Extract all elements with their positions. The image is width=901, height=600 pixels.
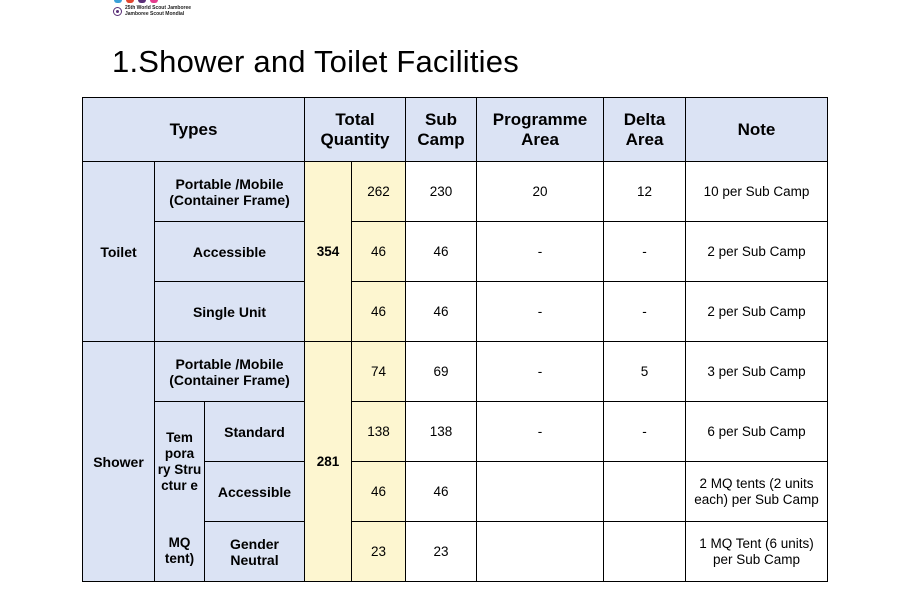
qty-cell: 46 xyxy=(352,222,406,282)
header-delta-area: Delta Area xyxy=(604,98,686,162)
table-row xyxy=(83,522,828,582)
table-row xyxy=(83,282,828,342)
temporary-structure-label: Tem pora ry Stru ctur e xyxy=(155,402,205,522)
type-cell: Single Unit xyxy=(155,282,305,342)
type-cell: Accessible xyxy=(205,462,305,522)
note-cell: 6 per Sub Camp xyxy=(686,402,828,462)
programme-cell xyxy=(477,462,604,522)
type-cell: Portable /Mobile (Container Frame) xyxy=(155,342,305,402)
delta-cell: - xyxy=(604,222,686,282)
header-types: Types xyxy=(83,98,305,162)
header-note: Note xyxy=(686,98,828,162)
header-row xyxy=(83,98,828,162)
table-row xyxy=(83,222,828,282)
category-toilet: Toilet xyxy=(83,162,155,342)
table-row xyxy=(83,402,828,462)
delta-cell xyxy=(604,462,686,522)
logo-text: 25th World Scout Jamboree Jamboree Scout Mondial xyxy=(125,5,192,17)
qty-cell: 23 xyxy=(352,522,406,582)
page-title: 1.Shower and Toilet Facilities xyxy=(112,44,519,79)
delta-cell: 12 xyxy=(604,162,686,222)
header-total-quantity: Total Quantity xyxy=(305,98,406,162)
type-cell: Portable /Mobile (Container Frame) xyxy=(155,162,305,222)
header-sub-camp: Sub Camp xyxy=(406,98,477,162)
qty-cell: 46 xyxy=(352,462,406,522)
programme-cell xyxy=(477,522,604,582)
sub-camp-cell: 46 xyxy=(406,282,477,342)
table-row xyxy=(83,162,828,222)
delta-cell xyxy=(604,522,686,582)
type-cell: Gender Neutral xyxy=(205,522,305,582)
logo-color-marks xyxy=(114,0,174,4)
note-cell: 2 per Sub Camp xyxy=(686,282,828,342)
scout-emblem-icon xyxy=(113,7,122,16)
mq-tent-label: MQ tent) xyxy=(155,522,205,582)
qty-cell: 46 xyxy=(352,282,406,342)
qty-cell: 74 xyxy=(352,342,406,402)
sub-camp-cell: 230 xyxy=(406,162,477,222)
facilities-table xyxy=(82,97,828,582)
toilet-total: 354 xyxy=(305,162,352,342)
sub-camp-cell: 138 xyxy=(406,402,477,462)
type-cell: Standard xyxy=(205,402,305,462)
programme-cell: 20 xyxy=(477,162,604,222)
sub-camp-cell: 46 xyxy=(406,462,477,522)
category-shower: Shower xyxy=(83,342,155,582)
programme-cell: - xyxy=(477,402,604,462)
note-cell: 2 per Sub Camp xyxy=(686,222,828,282)
sub-camp-cell: 46 xyxy=(406,222,477,282)
jamboree-logo xyxy=(112,0,202,20)
sub-camp-cell: 23 xyxy=(406,522,477,582)
delta-cell: - xyxy=(604,282,686,342)
qty-cell: 138 xyxy=(352,402,406,462)
table-row xyxy=(83,342,828,402)
note-cell: 2 MQ tents (2 units each) per Sub Camp xyxy=(686,462,828,522)
programme-cell: - xyxy=(477,282,604,342)
delta-cell: - xyxy=(604,402,686,462)
note-cell: 3 per Sub Camp xyxy=(686,342,828,402)
shower-total: 281 xyxy=(305,342,352,582)
note-cell: 1 MQ Tent (6 units) per Sub Camp xyxy=(686,522,828,582)
sub-camp-cell: 69 xyxy=(406,342,477,402)
type-cell: Accessible xyxy=(155,222,305,282)
note-cell: 10 per Sub Camp xyxy=(686,162,828,222)
qty-cell: 262 xyxy=(352,162,406,222)
delta-cell: 5 xyxy=(604,342,686,402)
programme-cell: - xyxy=(477,342,604,402)
programme-cell: - xyxy=(477,222,604,282)
header-programme-area: Programme Area xyxy=(477,98,604,162)
